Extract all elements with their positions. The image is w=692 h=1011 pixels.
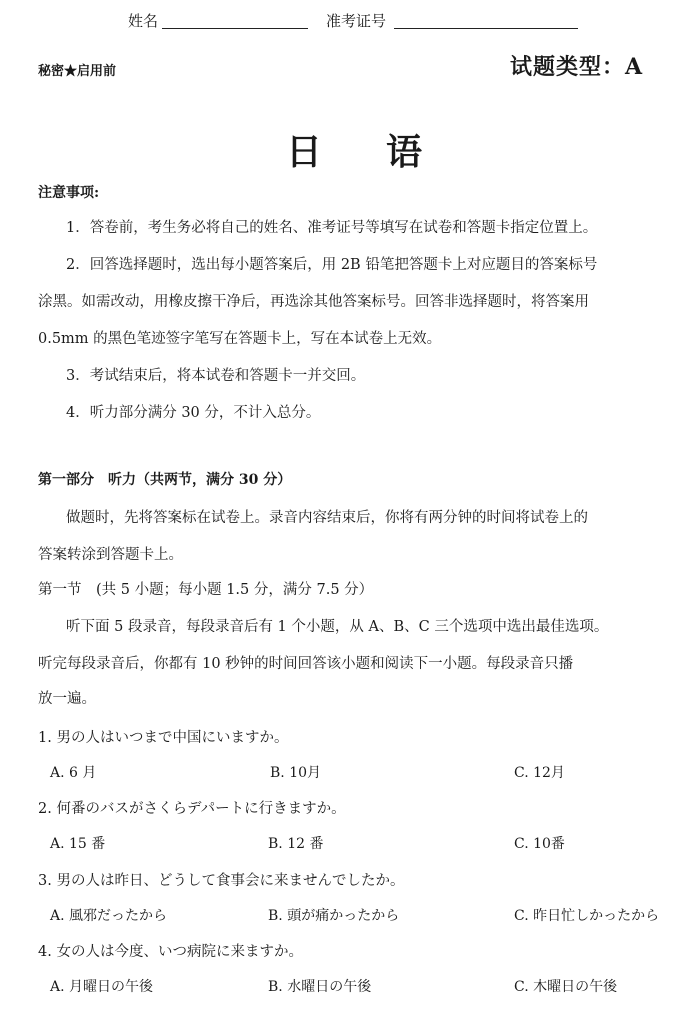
question-2-option-a: A. 15 番 (50, 836, 106, 852)
question-4-option-b: B. 水曜日の午後 (268, 979, 372, 995)
question-2-option-b: B. 12 番 (268, 836, 324, 852)
exam-id-label: 准考证号 (326, 12, 387, 30)
notice-item-2-line-2: 涂黑。如需改动，用橡皮擦干净后，再选涂其他答案标号。回答非选择题时，将答案用 (38, 294, 589, 310)
title-char-2: 语 (386, 131, 423, 173)
exam-id-blank-line (394, 28, 578, 29)
section1-instruction-line-1: 听下面 5 段录音，每段录音后有 1 个小题，从 A、B、C 三个选项中选出最佳选项。 (66, 619, 609, 635)
question-2-stem: 2. 何番のバスがさくらデパートに行きますか。 (38, 801, 346, 817)
question-3-stem: 3. 男の人は昨日、どうして食事会に来ませんでしたか。 (38, 873, 405, 889)
notice-item-2-line-1: 2．回答选择题时，选出每小题答案后，用 2B 铅笔把答题卡上对应题目的答案标号 (66, 257, 598, 273)
question-4-option-a: A. 月曜日の午後 (50, 979, 154, 995)
section1-instruction-line-2: 听完每段录音后，你都有 10 秒钟的时间回答该小题和阅读下一小题。每段录音只播 (38, 656, 574, 672)
question-4-option-c: C. 木曜日の午後 (514, 979, 618, 995)
question-1-option-a: A. 6 月 (50, 765, 97, 781)
question-4-stem: 4. 女の人は今度、いつ病院に来ますか。 (38, 944, 303, 960)
confidential-mark: 秘密★启用前 (38, 64, 117, 79)
notice-item-3: 3．考试结束后，将本试卷和答题卡一并交回。 (66, 368, 366, 384)
question-1-option-b: B. 10月 (270, 765, 322, 781)
notice-item-2-line-3: 0.5mm 的黑色笔迹签字笔写在答题卡上，写在本试卷上无效。 (38, 331, 442, 347)
part1-intro-line-2: 答案转涂到答题卡上。 (38, 547, 183, 563)
notice-item-1: 1．答卷前，考生务必将自己的姓名、准考证号等填写在试卷和答题卡指定位置上。 (66, 220, 598, 236)
question-3-option-a: A. 風邪だったから (50, 908, 168, 924)
notice-heading: 注意事项: (38, 185, 100, 201)
question-type: 试题类型：A (510, 54, 644, 80)
question-3-option-c: C. 昨日忙しかったから (514, 908, 660, 924)
page-title (286, 124, 422, 175)
question-1-stem: 1. 男の人はいつまで中国にいますか。 (38, 730, 289, 746)
part1-intro-line-1: 做题时，先将答案标在试卷上。录音内容结束后，你将有两分钟的时间将试卷上的 (66, 510, 588, 526)
name-label: 姓名 (128, 12, 159, 30)
question-1-option-c: C. 12月 (514, 765, 565, 781)
part1-heading: 第一部分 听力（共两节，满分 30 分） (38, 472, 292, 488)
section1-instruction-line-3: 放一遍。 (38, 691, 96, 707)
question-3-option-b: B. 頭が痛かったから (268, 908, 400, 924)
question-2-option-c: C. 10番 (514, 836, 565, 852)
notice-item-4: 4．听力部分满分 30 分，不计入总分。 (66, 405, 321, 421)
section1-heading: 第一节 (共 5 小题；每小题 1.5 分，满分 7.5 分） (38, 582, 374, 598)
title-char-1: 日 (286, 131, 323, 173)
name-blank-line (162, 28, 308, 29)
